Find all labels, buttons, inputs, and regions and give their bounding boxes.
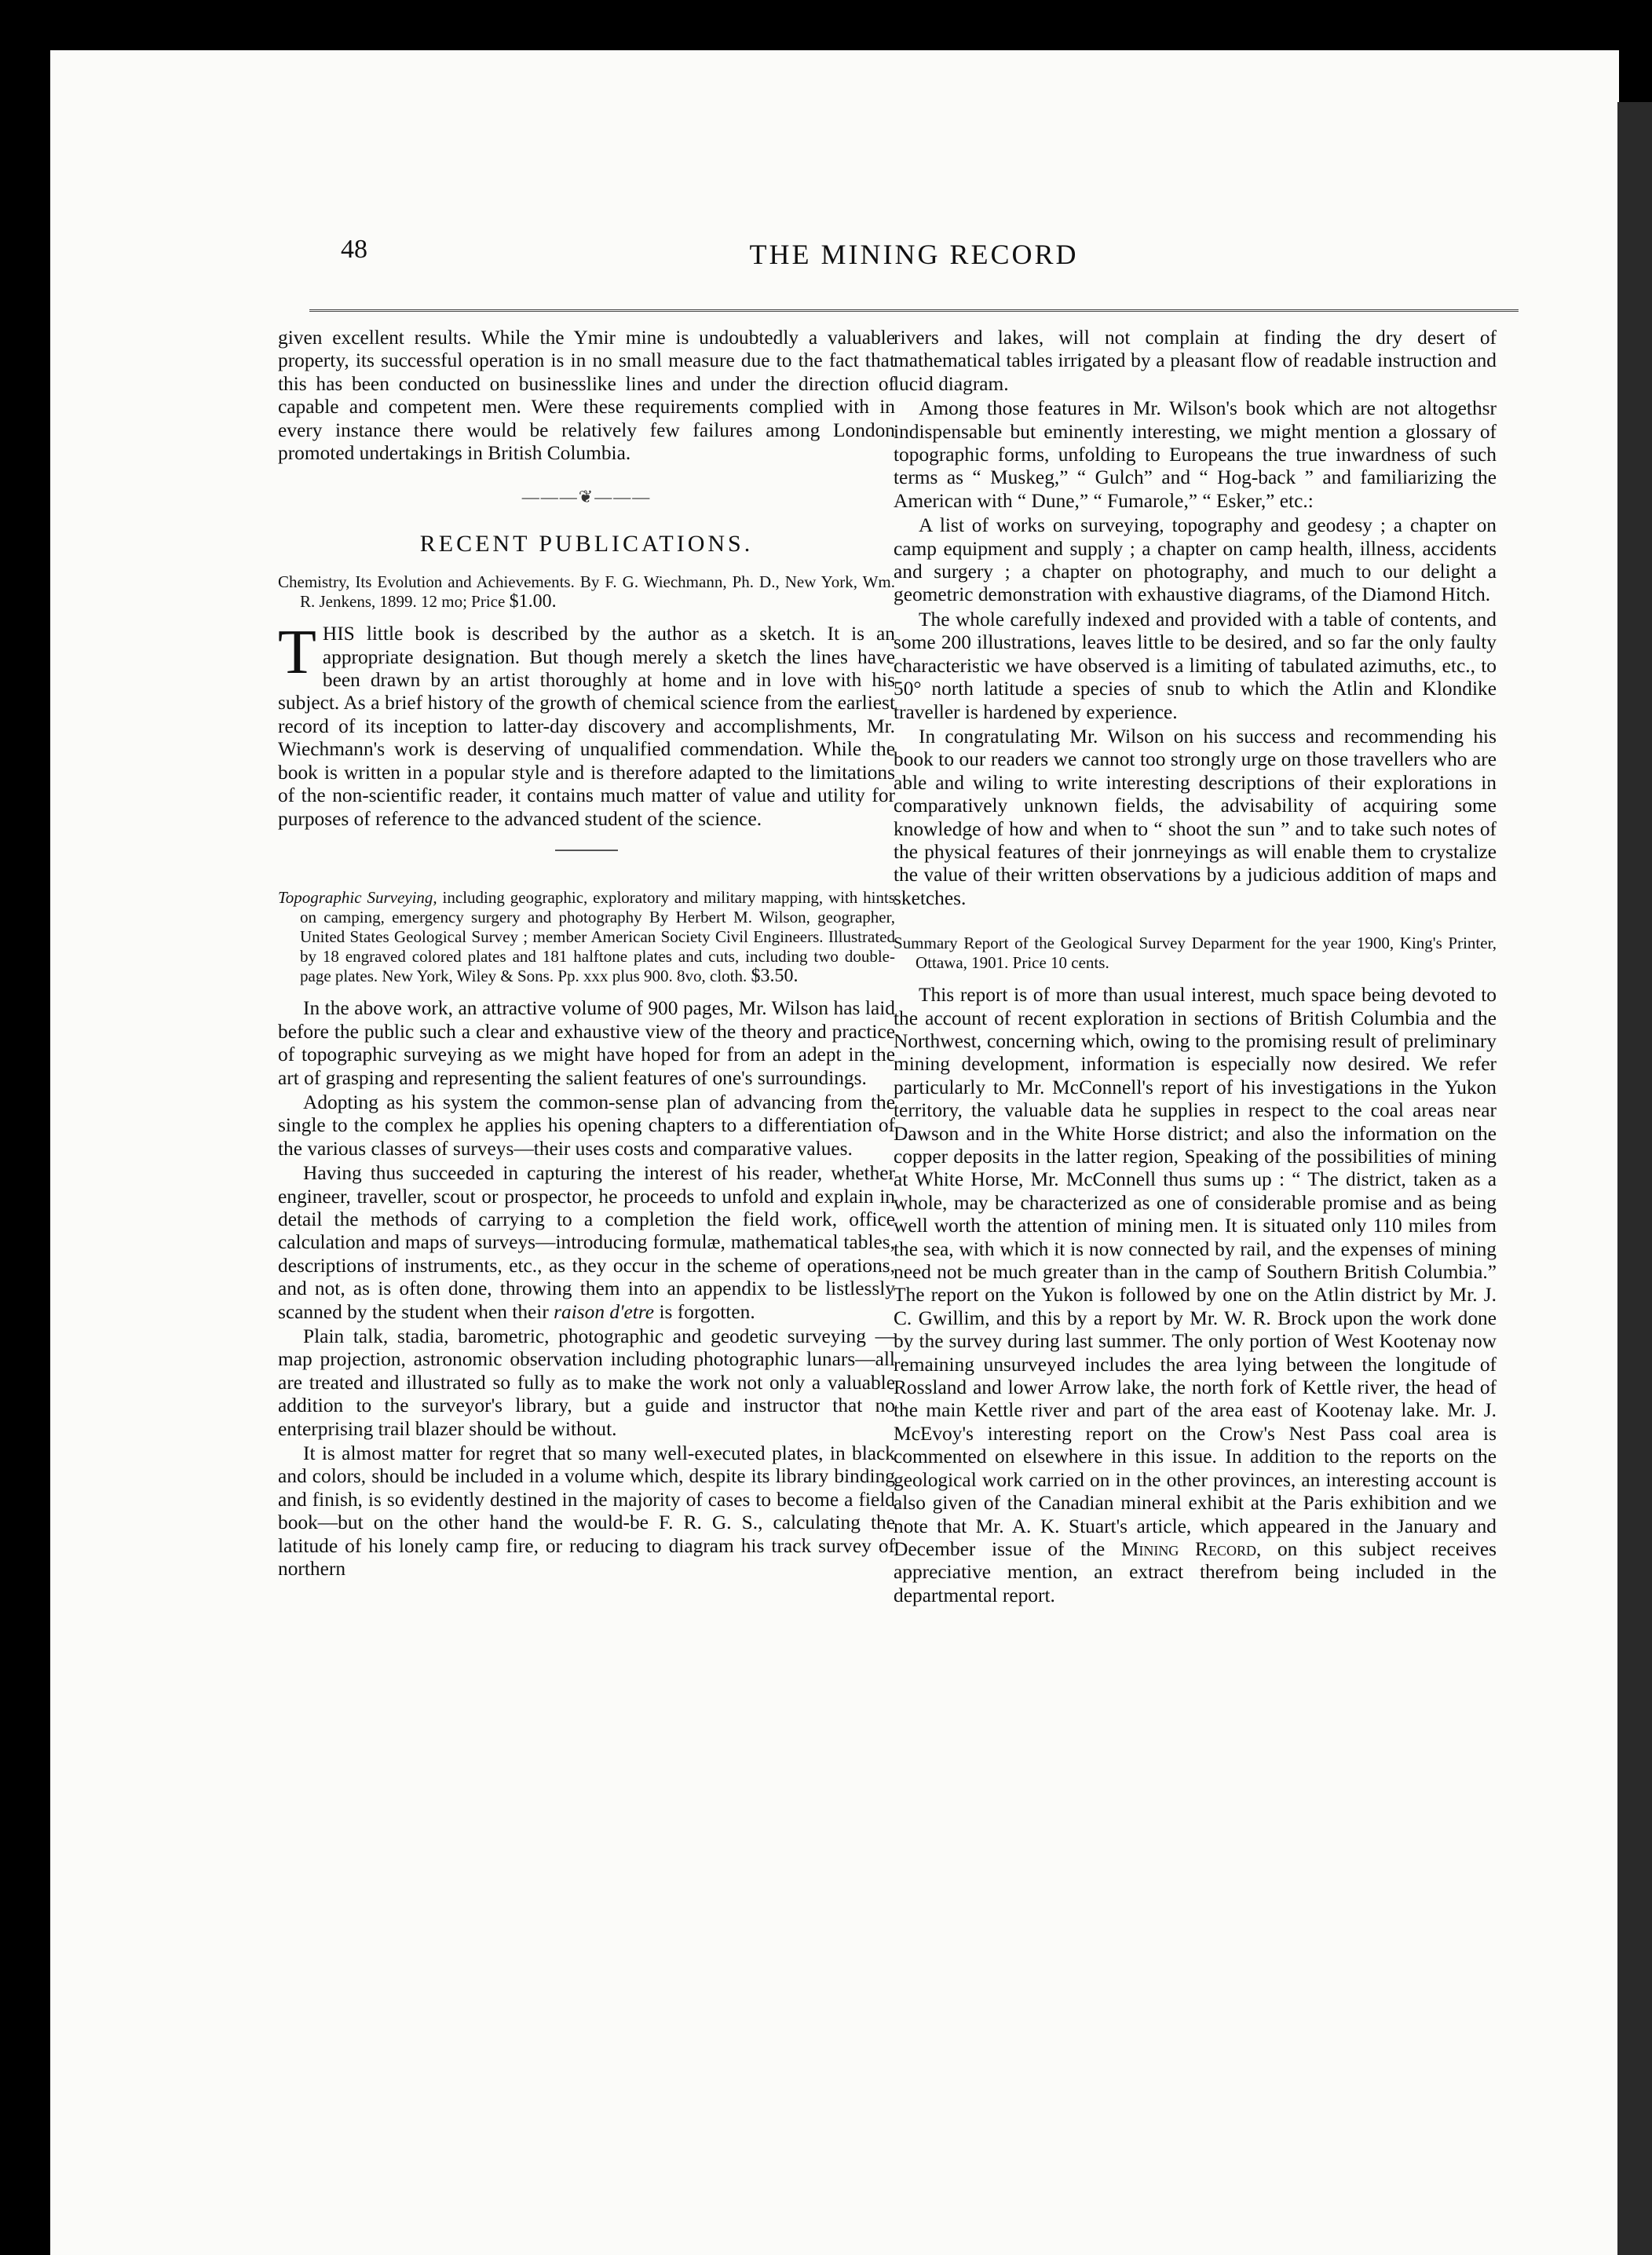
chemistry-citation bbox=[278, 572, 895, 612]
page-header bbox=[309, 227, 1519, 274]
paragraph: Among those features in Mr. Wilson's book which are not altogethsr indispensable but eminently interesting, we might mention a glossary of topographic forms, unfolding to Europeans the true inwardness of such terms as “ Muskeg,” “ Gulch” and “ Hog-back ” and familiarizing the American with “ Dune,” “ Fumarole,” “ Esker,” etc.: bbox=[894, 397, 1497, 512]
scanned-page bbox=[50, 50, 1619, 2255]
scan-edge bbox=[1617, 102, 1652, 2255]
topographic-citation bbox=[278, 888, 895, 986]
chemistry-review-text: HIS little book is described by the author as a sketch. It is an appropriate designation. But though merely a sketch the lines have been drawn by an artist thoroughly at home and in love with his subject. As a brief history of the growth of chemical science from the earliest record of its inception to latter-day discovery and accomplishments, Mr. Wiechmann's work is deserving of unqualified commendation. While the book is written in a popular style and is therefore adapted to the limitations of the non-scientific reader, it contains much matter of value and utility for purposes of reference to the advanced student of the science. bbox=[278, 623, 895, 830]
right-column bbox=[894, 327, 1497, 1609]
chemistry-citation-text: Chemistry, Its Evolution and Achievements. By F. G. Wiechmann, Ph. D., New York, Wm. R. Jenkens, 1899. 12 mo; Price bbox=[278, 572, 895, 612]
section-heading: RECENT PUBLICATIONS. bbox=[419, 530, 754, 557]
paragraph: A list of works on surveying, topography and geodesy ; a chapter on camp equipment and supply ; a chapter on camp health, illness, accidents and surgery ; a chapter on photography, and much to our delight a geometric demonstration with exhaustive diagrams, of the Diamond Hitch. bbox=[894, 514, 1497, 606]
paragraph-text: Having thus succeeded in capturing the interest of his reader, whether engineer, traveller, scout or prospector, he proceeds to unfold and explain in detail the methods of carrying to a completion the field work, office calculation and maps of surveys—introducing formulæ, mathematical tables, descriptions of instruments, etc., as they occur in the scheme of operations, and not, as is often done, throwing them into an appendix to be listlessly scanned by the student when their bbox=[278, 1162, 895, 1323]
paragraph-text: is forgotten. bbox=[659, 1300, 755, 1323]
italic-phrase: raison d'etre bbox=[554, 1300, 655, 1323]
paragraph: In the above work, an attractive volume of 900 pages, Mr. Wilson has laid before the public such a clear and exhaustive view of the theory and practice of topographic surveying as we might have hoped for from an adept in the art of grasping and representing the salient features of one's surroundings. bbox=[278, 997, 895, 1089]
running-title: THE MINING RECORD bbox=[749, 239, 1079, 270]
paragraph: Plain talk, stadia, barometric, photographic and geodetic surveying — map projection, astronomic observation including photographic lunars—all are treated and illustrated so fully as to make the work not only a valuable addition to the surveyor's library, but a guide and instructor that no enterprising trail blazer should be without. bbox=[278, 1325, 895, 1440]
paragraph: The whole carefully indexed and provided with a table of contents, and some 200 illustrations, leaves little to be desired, and so far the only faulty characteristic we have observed is a limiting of tabulated azimuths, etc., to 50° north latitude a species of snub to which the Atlin and Klondike traveller is hardened by experience. bbox=[894, 608, 1497, 723]
paragraph bbox=[278, 1162, 895, 1324]
paragraph-text: on this subject receives appreciative mention, an extract therefrom being included in the departmental report. bbox=[894, 1537, 1497, 1606]
left-column bbox=[278, 327, 895, 1582]
page-number: 48 bbox=[341, 235, 367, 264]
section-ornament: ———❦——— bbox=[521, 487, 652, 507]
paragraph: Adopting as his system the common-sense plan of advancing from the single to the complex he applies his opening chapters to a differentiation of the various classes of surveys—their uses costs and comparative values. bbox=[278, 1091, 895, 1160]
intro-paragraph: given excellent results. While the Ymir mine is undoubtedly a valuable property, its successful operation is in no small measure due to the fact that this has been conducted on businesslike lines and under the direction of capable and competent men. Were these requirements complied with in every instance there would be relatively few failures among London promoted undertakings in British Columbia. bbox=[278, 327, 895, 465]
summary-report-citation: Summary Report of the Geological Survey Deparment for the year 1900, King's Printer, Ottawa, 1901. Price 10 cents. bbox=[894, 934, 1497, 973]
chemistry-review bbox=[278, 618, 895, 831]
topographic-price: $3.50. bbox=[751, 966, 799, 987]
header-rule bbox=[309, 309, 1519, 316]
topographic-citation-text: including geographic, exploratory and military mapping, with hints on camping, emergency surgery and photography By Herbert M. Wilson, geographer, United States Geological Survey ; member American Society Civil Engineers. Illustrated by 18 engraved colored plates and 181 halftone plates and cuts, including two double-page plates. New York, Wiley & Sons. Pp. xxx plus 900. 8vo, cloth. bbox=[300, 888, 895, 986]
paragraph-text: This report is of more than usual interest, much space being devoted to the account of recent exploration in sections of British Columbia and the Northwest, concerning which, owing to the promising result of preliminary mining development, information is especially now desired. We refer particularly to Mr. McConnell's report of his investigations in the Yukon territory, the valuable data he supplies in respect to the coal areas near Dawson and in the White Horse district; and also the information on the copper deposits in the latter region, Speaking of the possibilities of mining at White Horse, Mr. McConnell thus sums up : “ The district, taken as a whole, may be characterized as one of considerable promise and as being well worth the attention of mining men. It is situated only 110 miles from the sea, with which it is now connected by rail, and the expenses of mining need not be much greater than in the camp of Southern British Columbia.” The report on the Yukon is followed by one on the Atlin district by Mr. J. C. Gwillim, and this by a report by Mr. W. R. Brock upon the work done by the survey during last summer. The only portion of West Kootenay now remaining unsurveyed includes the area lying between the longitude of Rossland and lower Arrow lake, the north fork of Kettle river, the head of the main Kettle river and part of the area east of Kootenay lake. Mr. J. McEvoy's interesting report on the Crow's Nest Pass coal area is commented on elsewhere in this issue. In addition to the reports on the geological work carried on in the other provinces, an interesting account is also given of the Canadian mineral exhibit at the Paris exhibition and we note that Mr. A. K. Stuart's article, which appeared in the January and December issue of the bbox=[894, 984, 1497, 1560]
paragraph: It is almost matter for regret that so many well-executed plates, in black and colors, should be included in a volume which, despite its library binding and finish, is so evidently destined in the majority of cases to become a field book—but on the other hand the would-be F. R. G. S., calculating the latitude of his lonely camp fire, or reducing to diagram his track survey of northern bbox=[278, 1442, 895, 1581]
paragraph bbox=[894, 984, 1497, 1607]
drop-cap: T bbox=[278, 618, 316, 688]
topographic-title: Topographic Surveying, bbox=[278, 888, 437, 908]
chemistry-price: $1.00. bbox=[509, 591, 557, 612]
paragraph: rivers and lakes, will not complain at finding the dry desert of mathematical tables irrigated by a pleasant flow of readable instruction and lucid diagram. bbox=[894, 327, 1497, 395]
paragraph: In congratulating Mr. Wilson on his success and recommending his book to our readers we cannot too strongly urge on those travellers who are able and wiling to write interesting descriptions of their explorations in comparatively unknown fields, the advisability of acquiring some knowledge of how and when to “ shoot the sun ” and to take such notes of the physical features of their jonrneyings as will enable them to crystalize the value of their written observations by a judicious addition of maps and sketches. bbox=[894, 725, 1497, 909]
publication-name: Mining Record, bbox=[1120, 1537, 1262, 1560]
short-divider bbox=[278, 839, 895, 861]
